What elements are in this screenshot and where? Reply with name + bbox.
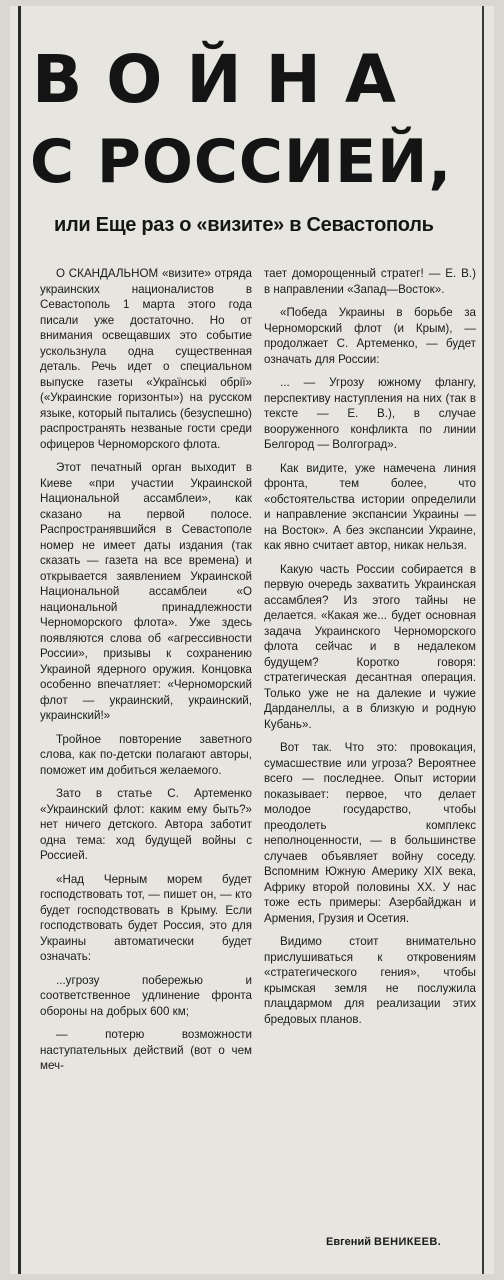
author-first-name: Евгений: [326, 1236, 371, 1248]
paragraph: Зато в статье С. Артеменко «Украинский флот: каким ему быть?» нет ничего детского. Автора заботит одна тема: ход будущей войны с Россией.: [40, 787, 252, 862]
paragraph: тает доморощенный стратег! — Е. В.) в направлении «Запад—Восток».: [264, 267, 476, 296]
article-column-right: [264, 266, 476, 1035]
newspaper-page: [10, 6, 494, 1274]
paragraph: Какую часть России собирается в первую очередь захватить Украинская ассамблея? Из этого тайны не делается. «Какая же... будет основная задача Украинского Черноморского флота сейчас и в недалеком будущем? Коротко говоря: стратегическая десантная операция. Только уже не на далекие и чужие Дарданеллы, а в близкую и родную Кубань».: [264, 562, 476, 731]
article-column-left: [40, 266, 252, 1082]
headline-line-1: ВОЙНА: [32, 41, 420, 118]
paragraph: ...угрозу побережью и соответственное удлинение фронта обороны на добрых 600 км;: [40, 973, 252, 1018]
paragraph: — потерю возможности наступательных действий (вот о чем меч-: [40, 1028, 252, 1072]
paragraph: Как видите, уже намечена линия фронта, тем более, что «обстоятельства истории определили и направление экспансии Украины — на Восток». А без экспансии Украине, как явно считает автор, никак нельзя.: [264, 461, 476, 552]
right-border-rule: [482, 6, 484, 1274]
headline-subtitle: или Еще раз о «визите» в Севастополь: [54, 214, 434, 236]
headline-line-2: С РОССИЕЙ,: [30, 127, 453, 197]
paragraph: «Победа Украины в борьбе за Черноморский флот (и Крым), — продолжает С. Артеменко, — будет означать для России:: [264, 306, 476, 366]
left-border-rule: [18, 6, 21, 1274]
author-byline: [326, 1236, 441, 1248]
paragraph: О СКАНДАЛЬНОМ «визите» отряда украинских националистов в Севастополь 1 марта этого года писали уже достаточно. Но от внимания освещавших это событие ускользнула одна существенная деталь. Речь идет о специальном выпуске газеты «Українські обрії» («Украинские горизонты») на русском языке, который пытались (безуспешно) распространять незваные гости среди офицеров Черноморского флота.: [40, 267, 253, 451]
paragraph: ... — Угрозу южному флангу, перспективу наступления на них (так в тексте — Е. В.), в случае вооруженного конфликта по линии Белгород — Волгоград».: [264, 376, 476, 451]
paragraph: Тройное повторение заветного слова, как по-детски полагают авторы, поможет им добиться желаемого.: [40, 732, 252, 777]
paragraph: Вот так. Что это: провокация, сумасшествие или угроза? Вероятнее всего — последнее. Опыт истории показывает: первое, что делает молодое государство, чтобы преодолеть комплекс неполноценности, — в большинстве случаев объявляет войну соседу. Вспомним Южную Америку XIX века, Африку второй половины XX. У нас тоже есть примеры: Азербайджан и Армения, Грузия и Осетия.: [264, 741, 476, 925]
paragraph: «Над Черным морем будет господствовать тот, — пишет он, — кто будет господствовать в Крыму. Если господствовать будет Россия, это для Украины автоматически будет означать:: [40, 872, 252, 963]
paragraph: Этот печатный орган выходит в Киеве «при участии Украинской Национальной ассамблеи», как сказано на первой полосе. Распространявшийся в Севастополе номер не имеет даты издания (так сказать — газета на все времена) и открывается заявлением Украинской Национальной ассамблеи «О национальной принадлежности Черноморского флота». Уже здесь появляются слова об «агрессивности России», призывы к сохранению Украиной ядерного оружия. Концовка особенно впечатляет: «Черноморский флот — украинский, украинский, украинский!»: [40, 461, 252, 722]
author-surname: ВЕНИКЕЕВ.: [374, 1236, 442, 1248]
paragraph: Видимо стоит внимательно прислушиваться к откровениям «стратегического гения», чтобы крымская земля не послужила плацдармом для реализации этих бредовых планов.: [264, 935, 476, 1026]
